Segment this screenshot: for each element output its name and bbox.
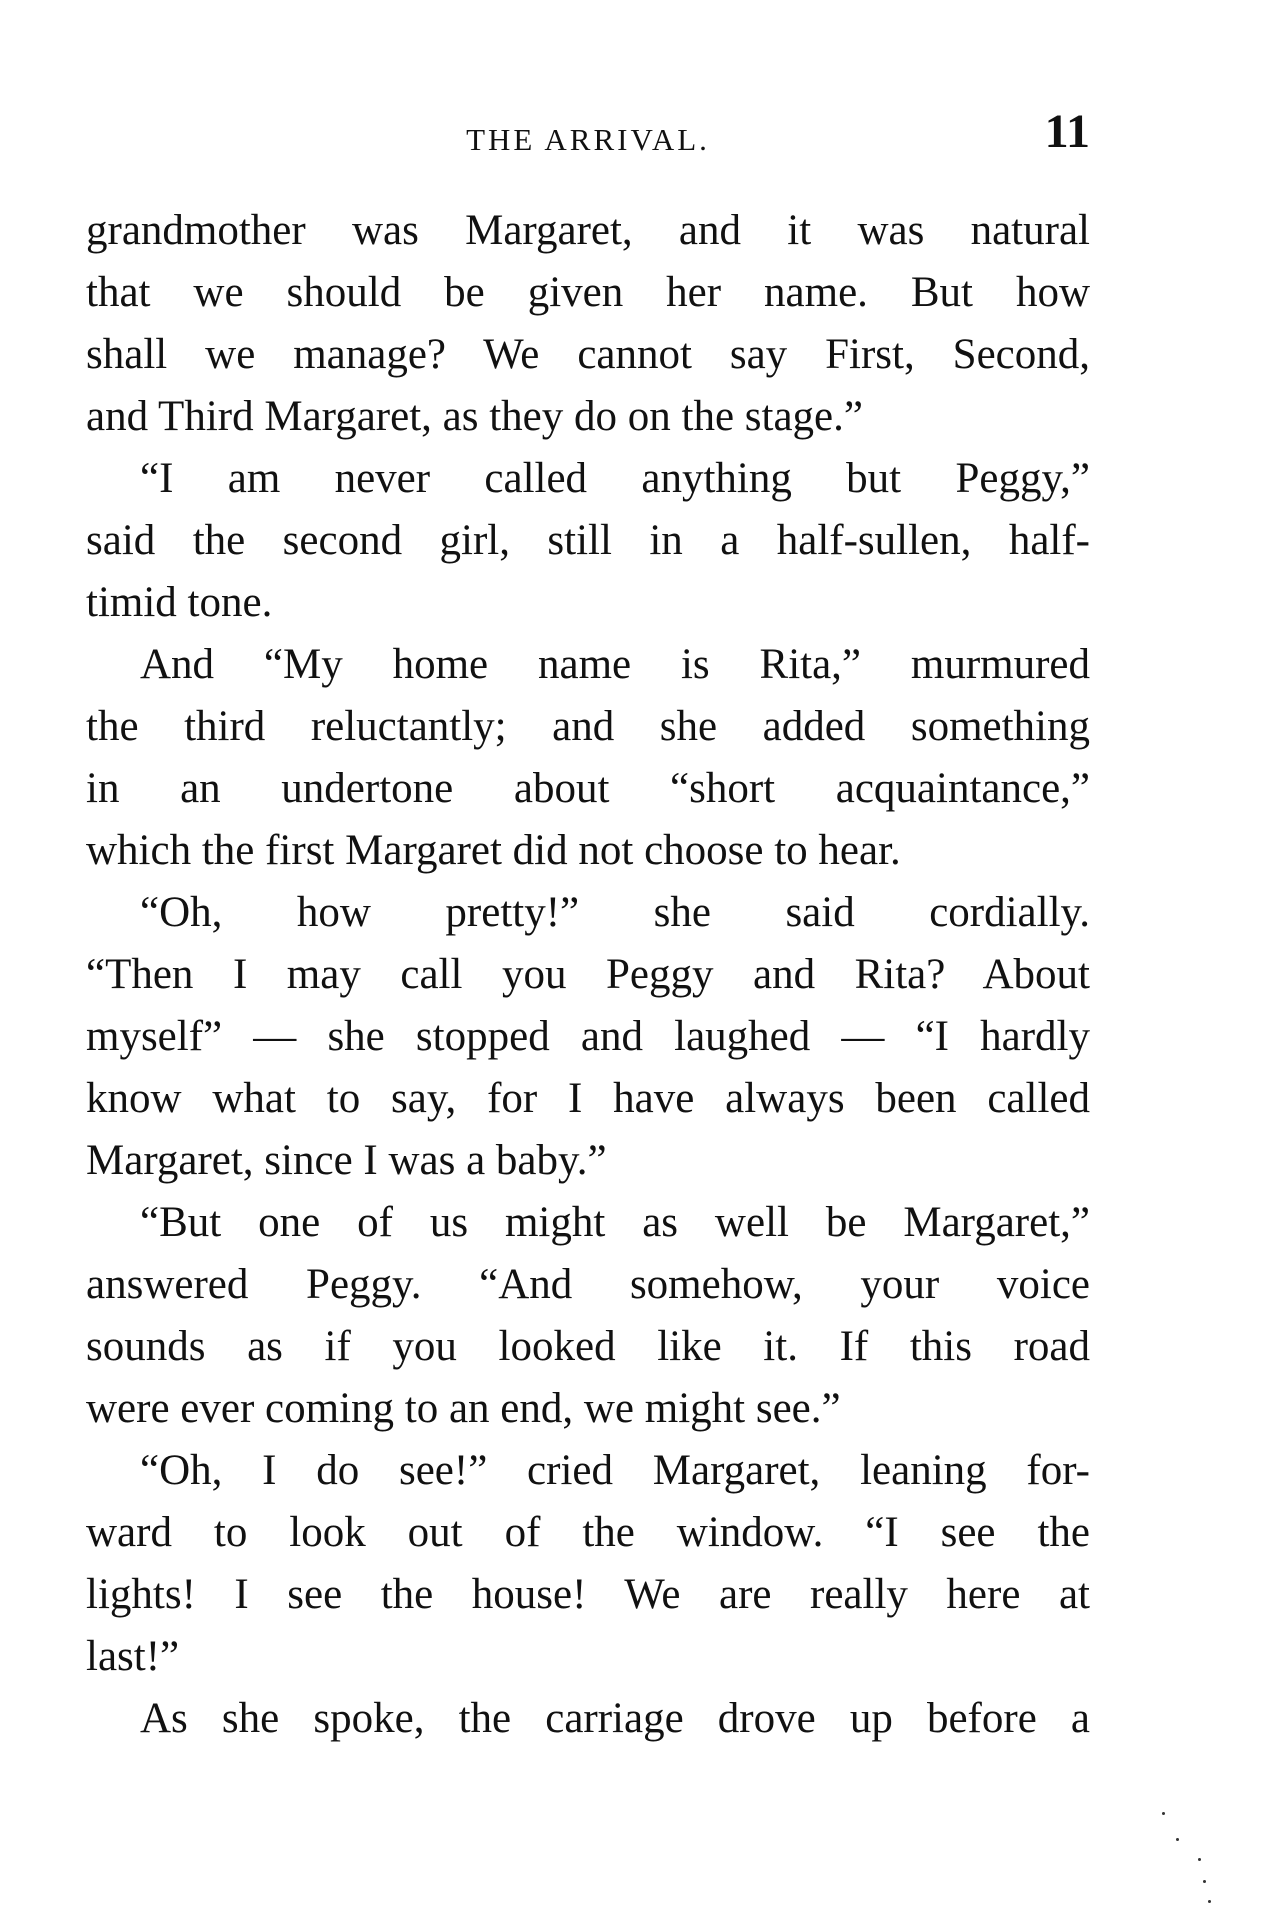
text-line: that we should be given her name. But how xyxy=(86,269,1090,316)
paper-speck xyxy=(1198,1858,1201,1861)
text-line: And “My home name is Rita,” murmured xyxy=(140,641,1090,688)
text-line: were ever coming to an end, we might see.” xyxy=(86,1385,841,1432)
text-line: grandmother was Margaret, and it was natural xyxy=(86,207,1090,254)
text-line: “Oh, I do see!” cried Margaret, leaning for- xyxy=(140,1447,1090,1494)
body-text xyxy=(86,200,1090,1750)
paper-speck xyxy=(1176,1838,1179,1841)
text-line: lights! I see the house! We are really here at xyxy=(86,1571,1090,1618)
text-line: Margaret, since I was a baby.” xyxy=(86,1137,607,1184)
running-head xyxy=(86,104,1090,164)
text-line: which the first Margaret did not choose to hear. xyxy=(86,827,901,874)
page-number: 11 xyxy=(1044,105,1090,158)
text-line: know what to say, for I have always been called xyxy=(86,1075,1090,1122)
text-line: “Oh, how pretty!” she said cordially. xyxy=(140,889,1090,936)
text-line: ward to look out of the window. “I see the xyxy=(86,1509,1090,1556)
text-line: in an undertone about “short acquaintance,” xyxy=(86,765,1090,812)
text-line: answered Peggy. “And somehow, your voice xyxy=(86,1261,1090,1308)
text-line: sounds as if you looked like it. If this road xyxy=(86,1323,1090,1370)
text-line: and Third Margaret, as they do on the stage.” xyxy=(86,393,863,440)
text-line: last!” xyxy=(86,1633,180,1680)
paper-speck xyxy=(1162,1812,1165,1815)
text-line: timid tone. xyxy=(86,579,273,626)
text-line: shall we manage? We cannot say First, Second, xyxy=(86,331,1090,378)
running-title: THE ARRIVAL. xyxy=(466,122,710,157)
text-line: “But one of us might as well be Margaret,” xyxy=(140,1199,1090,1246)
text-line: said the second girl, still in a half-sullen, half- xyxy=(86,517,1090,564)
text-line: the third reluctantly; and she added something xyxy=(86,703,1090,750)
paper-speck xyxy=(1203,1880,1206,1883)
text-line: myself” — she stopped and laughed — “I hardly xyxy=(86,1013,1090,1060)
paper-speck xyxy=(1208,1900,1211,1903)
text-line: As she spoke, the carriage drove up before a xyxy=(140,1695,1090,1742)
text-line: “I am never called anything but Peggy,” xyxy=(140,455,1090,502)
text-line: “Then I may call you Peggy and Rita? About xyxy=(86,951,1090,998)
